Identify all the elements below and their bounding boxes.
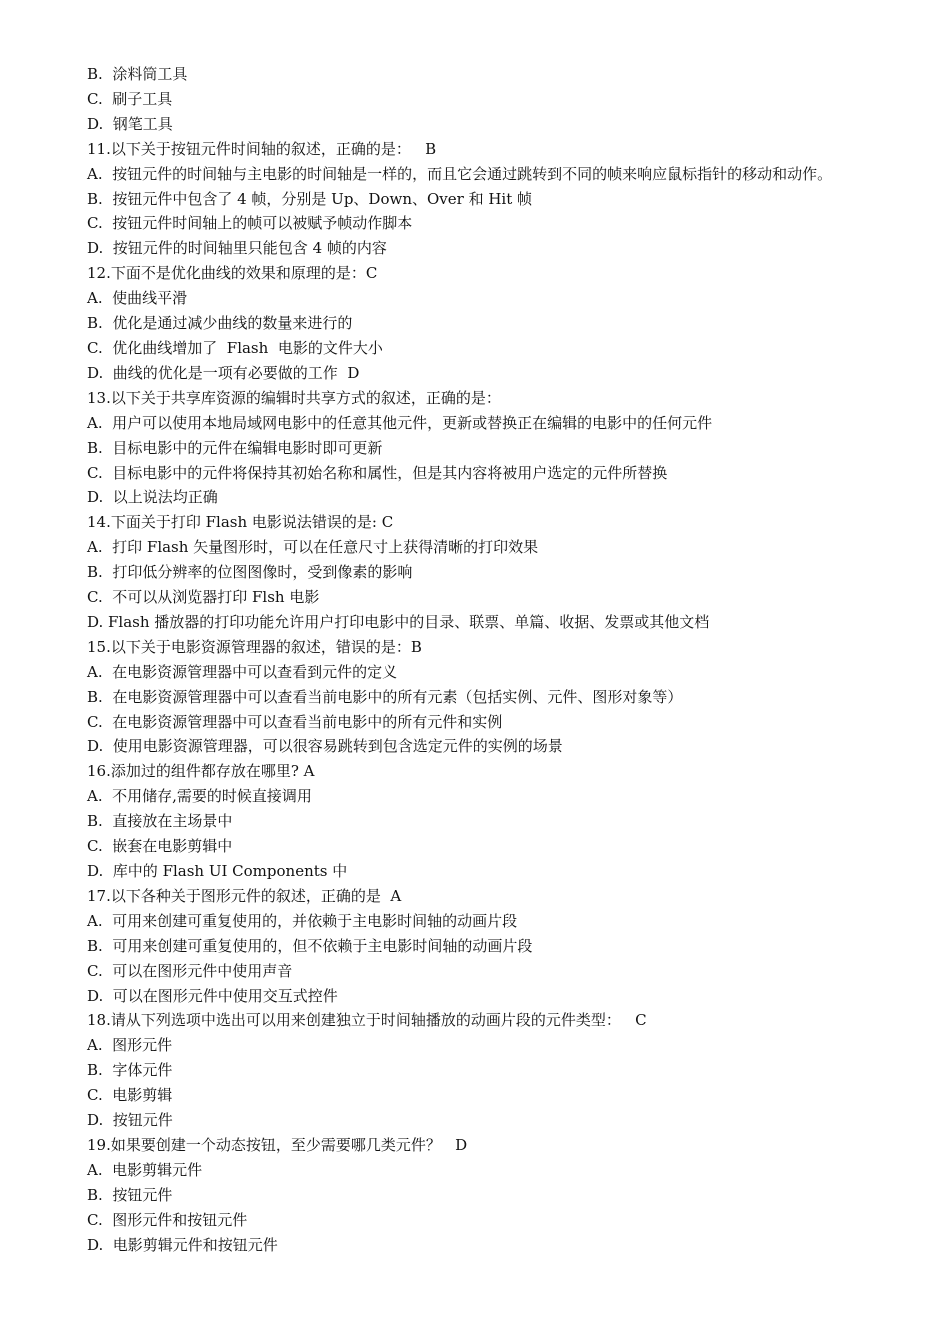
option-d-q19: D. 电影剪辑元件和按钮元件: [87, 1235, 278, 1254]
option-b-q19: B. 按钮元件: [87, 1185, 173, 1204]
question-11: 11.以下关于按钮元件时间轴的叙述，正确的是： B: [87, 139, 437, 158]
option-a-q14: A. 打印 Flash 矢量图形时，可以在任意尺寸上获得清晰的打印效果: [87, 538, 539, 557]
option-d-q16: D. 库中的 Flash UI Components 中: [87, 862, 348, 880]
option-d-q14: D. Flash 播放器的打印功能允许用户打印电影中的目录、联票、单篇、收据、发票或其他文档: [87, 612, 710, 631]
option-b-q15: B. 在电影资源管理器中可以查看当前电影中的所有元素（包括实例、元件、图形对象等）: [87, 687, 683, 706]
option-b-q18: B. 字体元件: [87, 1061, 173, 1080]
option-d-q17: D. 可以在图形元件中使用交互式控件: [87, 986, 338, 1005]
question-17: 17.以下各种关于图形元件的叙述，正确的是 A: [87, 886, 402, 905]
option-a-q13: A. 用户可以使用本地局域网电影中的任意其他元件，更新或替换正在编辑的电影中的任何元件: [87, 413, 713, 432]
option-c-q12: C. 优化曲线增加了 Flash 电影的文件大小: [87, 338, 383, 357]
option-b-q16: B. 直接放在主场景中: [87, 812, 233, 831]
option-d-q11: D. 按钮元件的时间轴里只能包含 4 帧的内容: [87, 239, 387, 258]
document-page: [87, 62, 907, 1258]
question-12: 12.下面不是优化曲线的效果和原理的是：C: [87, 264, 378, 283]
option-d-q18: D. 按钮元件: [87, 1111, 173, 1130]
question-15: 15.以下关于电影资源管理器的叙述，错误的是：B: [87, 637, 422, 656]
option-a-q16: A. 不用储存,需要的时候直接调用: [87, 787, 312, 806]
option-a-q17: A. 可用来创建可重复使用的，并依赖于主电影时间轴的动画片段: [87, 911, 518, 930]
option-a-q19: A. 电影剪辑元件: [87, 1160, 203, 1179]
question-13: 13.以下关于共享库资源的编辑时共享方式的叙述，正确的是：: [87, 388, 501, 407]
option-c-q10: C. 刷子工具: [87, 89, 173, 108]
option-b-q17: B. 可用来创建可重复使用的，但不依赖于主电影时间轴的动画片段: [87, 936, 533, 955]
question-16: 16.添加过的组件都存放在哪里? A: [87, 762, 315, 781]
option-d-q15: D. 使用电影资源管理器，可以很容易跳转到包含选定元件的实例的场景: [87, 737, 563, 756]
option-c-q13: C. 目标电影中的元件将保持其初始名称和属性，但是其内容将被用户选定的元件所替换: [87, 463, 668, 482]
option-b-q12: B. 优化是通过减少曲线的数量来进行的: [87, 314, 353, 333]
option-b-q14: B. 打印低分辨率的位图图像时，受到像素的影响: [87, 563, 413, 582]
option-c-q18: C. 电影剪辑: [87, 1086, 173, 1105]
option-a-q11: A. 按钮元件的时间轴与主电影的时间轴是一样的，而且它会通过跳转到不同的帧来响应鼠标指针的移动和动作。: [87, 164, 833, 183]
option-b-q10: B. 涂料筒工具: [87, 65, 188, 83]
option-c-q17: C. 可以在图形元件中使用声音: [87, 961, 293, 980]
option-b-q11: B. 按钮元件中包含了 4 帧，分别是 Up、Down、Over 和 Hit 帧: [87, 189, 533, 208]
option-c-q11: C. 按钮元件时间轴上的帧可以被赋予帧动作脚本: [87, 214, 413, 233]
question-18: 18.请从下列选项中选出可以用来创建独立于时间轴播放的动画片段的元件类型： C: [87, 1011, 647, 1030]
option-c-q19: C. 图形元件和按钮元件: [87, 1210, 248, 1229]
option-c-q14: C. 不可以从浏览器打印 Flsh 电影: [87, 588, 320, 607]
option-b-q13: B. 目标电影中的元件在编辑电影时即可更新: [87, 438, 383, 457]
option-a-q12: A. 使曲线平滑: [87, 289, 188, 308]
option-d-q13: D. 以上说法均正确: [87, 488, 218, 507]
option-a-q15: A. 在电影资源管理器中可以查看到元件的定义: [87, 662, 398, 681]
option-c-q15: C. 在电影资源管理器中可以查看当前电影中的所有元件和实例: [87, 712, 503, 731]
option-c-q16: C. 嵌套在电影剪辑中: [87, 837, 233, 856]
option-d-q10: D. 钢笔工具: [87, 114, 173, 133]
option-a-q18: A. 图形元件: [87, 1036, 173, 1055]
question-19: 19.如果要创建一个动态按钮，至少需要哪几类元件？ D: [87, 1135, 468, 1154]
option-d-q12: D. 曲线的优化是一项有必要做的工作 D: [87, 363, 360, 382]
question-14: 14.下面关于打印 Flash 电影说法错误的是: C: [87, 513, 394, 532]
